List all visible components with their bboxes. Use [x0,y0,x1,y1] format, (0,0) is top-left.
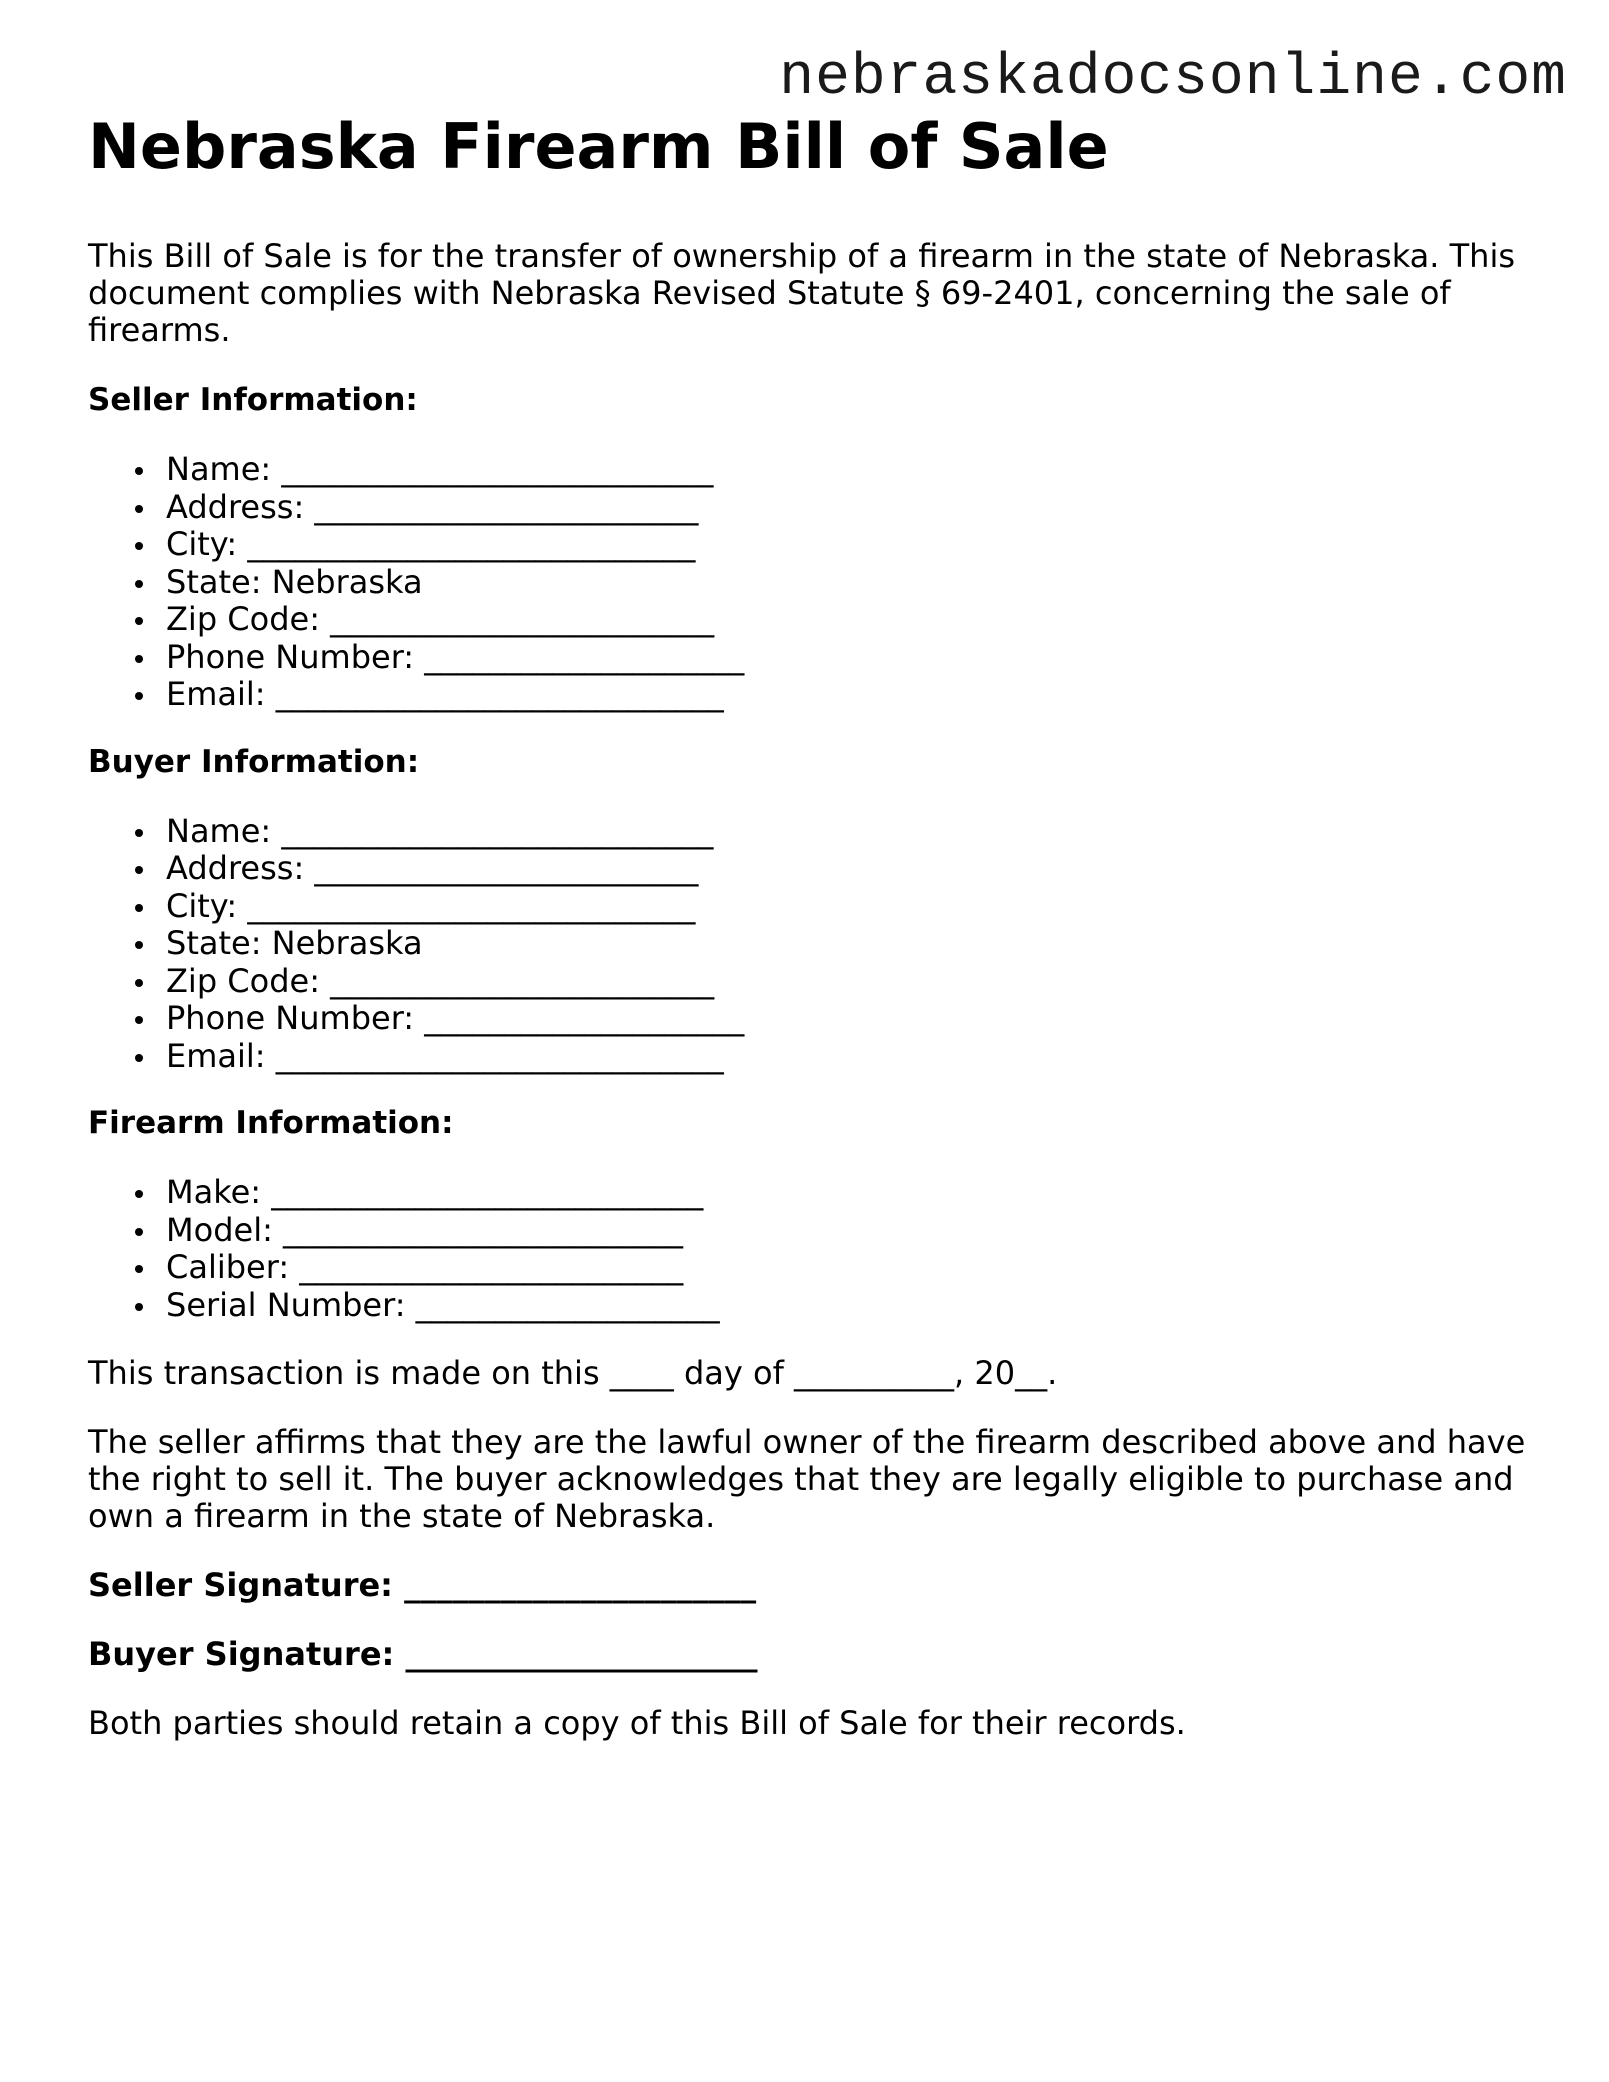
buyer-name-field: Name: ___________________________ [166,813,1528,851]
buyer-signature-line: Buyer Signature: ______________________ [88,1635,758,1674]
document-body [88,110,1528,1742]
site-watermark: nebraskadocsonline.com [779,46,1567,111]
buyer-email-field: Email: ____________________________ [166,1038,1528,1076]
seller-signature-line: Seller Signature: ______________________ [88,1566,757,1605]
firearm-serial-field: Serial Number: ___________________ [166,1287,1528,1325]
buyer-address-field: Address: ________________________ [166,850,1528,888]
seller-information-heading: Seller Information: [88,382,418,419]
retain-copy-note: Both parties should retain a copy of this Bill of Sale for their records. [88,1704,1186,1743]
buyer-city-field: City: ____________________________ [166,888,1528,926]
firearm-model-field: Model: _________________________ [166,1212,1528,1250]
seller-phone-field: Phone Number: ____________________ [166,639,1528,677]
document-title: Nebraska Firearm Bill of Sale [88,110,1109,183]
buyer-zip-field: Zip Code: ________________________ [166,963,1528,1001]
seller-zip-field: Zip Code: ________________________ [166,601,1528,639]
seller-name-field: Name: ___________________________ [166,451,1528,489]
firearm-field-list [88,1174,1528,1324]
firearm-caliber-field: Caliber: ________________________ [166,1249,1528,1287]
seller-field-list [88,451,1528,714]
seller-email-field: Email: ____________________________ [166,676,1528,714]
buyer-phone-field: Phone Number: ____________________ [166,1000,1528,1038]
seller-state-field: State: Nebraska [166,564,1528,602]
seller-address-field: Address: ________________________ [166,489,1528,527]
buyer-field-list [88,813,1528,1076]
firearm-information-heading: Firearm Information: [88,1105,454,1142]
affirmation-paragraph: The seller affirms that they are the lawful owner of the firearm described above and have the right to sell it. The buyer acknowledges that they are legally eligible to purchase and own a firearm in the state of Nebraska. [88,1423,1526,1536]
seller-city-field: City: ____________________________ [166,526,1528,564]
firearm-make-field: Make: ___________________________ [166,1174,1528,1212]
buyer-state-field: State: Nebraska [166,925,1528,963]
intro-paragraph: This Bill of Sale is for the transfer of ownership of a firearm in the state of Nebraska. This document complies with Nebraska Revised Statute § 69-2401, concerning the sale of firearms. [88,237,1516,350]
transaction-date-line: This transaction is made on this ____ day of __________, 20__. [88,1354,1058,1393]
buyer-information-heading: Buyer Information: [88,743,420,780]
